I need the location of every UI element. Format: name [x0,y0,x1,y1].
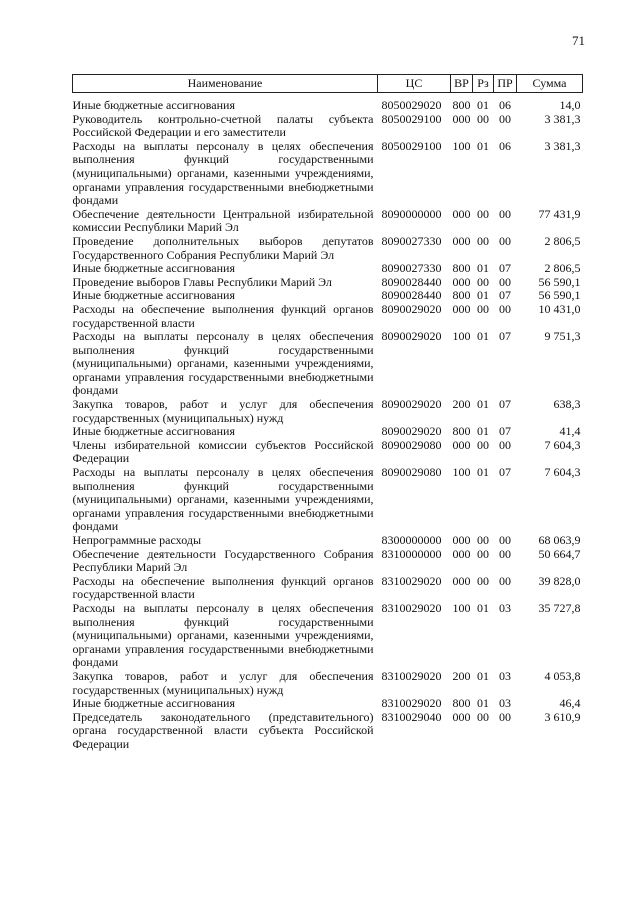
table-row [73,262,583,276]
row-cs-cell: 8310029020 [381,668,442,683]
row-pr-cell: 03 [499,696,511,711]
row-name-cell: Члены избирательной комиссии субъектов Российской Федерации [72,437,374,466]
row-name-cell: Иные бюджетные ассигнования [72,696,235,711]
row-pr-cell: 00 [499,533,511,547]
budget-table [72,74,583,752]
row-vr-cell: 100 [452,138,471,153]
row-pr-cell: 00 [499,546,511,561]
row-sum-cell: 14,0 [559,98,581,112]
table-row [73,276,583,290]
row-vr-cell: 100 [452,465,471,480]
row-vr-cell: 000 [452,301,471,316]
row-vr-cell: 800 [452,98,471,112]
row-sum-cell: 46,4 [559,696,581,711]
table-row [73,93,583,113]
row-sum-cell: 2 806,5 [544,261,581,276]
row-cs-cell: 8090029020 [381,424,442,439]
row-name-cell: Расходы на обеспечение выполнения функций органов государственной власти [72,573,374,602]
row-name-cell: Расходы на выплаты персоналу в целях обеспечения выполнения функций государственными (муниципальными) органами, казенными учреждениями, органами управления государственными внебюджетными фондами [72,465,374,534]
row-pr-cell: 07 [499,329,511,344]
table-row [73,235,583,262]
row-name-cell: Проведение дополнительных выборов депутатов Государственного Собрания Республики Марий Эл [72,233,374,262]
row-name-cell: Расходы на выплаты персоналу в целях обеспечения выполнения функций государственными (муниципальными) органами, казенными учреждениями, органами управления государственными внебюджетными фондами [72,138,374,208]
row-vr-cell: 000 [452,233,471,248]
row-cs-cell: 8090028440 [381,288,442,303]
table-header [73,75,583,93]
table-row [73,466,583,534]
row-cs-cell: 8050029100 [381,138,442,153]
table-row [73,534,583,548]
row-sum-cell: 4 053,8 [544,668,581,683]
row-vr-cell: 000 [452,111,471,126]
row-pr-cell: 00 [499,111,511,126]
row-pr-cell: 00 [499,233,511,248]
table-body [73,93,583,752]
row-sum-cell: 3 610,9 [544,709,581,724]
table-row [73,113,583,140]
table-row [73,575,583,602]
row-sum-cell: 50 664,7 [538,546,581,561]
row-vr-cell: 800 [452,261,471,276]
row-pr-cell: 00 [499,301,511,316]
row-pr-cell: 07 [499,465,511,480]
row-name-cell: Закупка товаров, работ и услуг для обеспечения государственных (муниципальных) нужд [72,397,374,425]
row-rz-cell: 01 [477,424,489,439]
row-rz-cell: 00 [477,533,489,547]
row-vr-cell: 100 [452,600,471,615]
row-sum-cell: 56 590,1 [538,274,581,289]
row-pr-cell: 07 [499,397,511,412]
row-rz-cell: 01 [477,600,489,615]
row-sum-cell: 3 381,3 [544,138,581,153]
row-vr-cell: 800 [452,424,471,439]
table-row [73,140,583,208]
row-vr-cell: 000 [452,546,471,561]
table-row [73,697,583,711]
row-cs-cell: 8310029020 [381,573,442,588]
row-pr-cell: 00 [499,573,511,588]
row-cs-cell: 8090029020 [381,329,442,344]
header-cs: ЦС [378,75,451,93]
row-vr-cell: 100 [452,329,471,344]
row-rz-cell: 00 [477,546,489,561]
row-cs-cell: 8310029040 [381,709,442,724]
row-sum-cell: 10 431,0 [538,301,581,316]
row-pr-cell: 03 [499,668,511,683]
row-pr-cell: 07 [499,424,511,439]
row-rz-cell: 01 [477,138,489,153]
row-cs-cell: 8090027330 [381,261,442,276]
row-rz-cell: 01 [477,261,489,276]
header-sum: Сумма [517,75,583,93]
row-cs-cell: 8090029020 [381,397,442,412]
row-vr-cell: 000 [452,533,471,547]
row-pr-cell: 00 [499,709,511,724]
table-row [73,711,583,752]
row-rz-cell: 00 [477,206,489,221]
row-cs-cell: 8090029020 [381,301,442,316]
row-cs-cell: 8050029100 [381,111,442,126]
row-name-cell: Иные бюджетные ассигнования [72,288,235,303]
row-rz-cell: 00 [477,437,489,452]
row-pr-cell: 03 [499,600,511,615]
row-cs-cell: 8090028440 [381,274,442,289]
row-pr-cell: 00 [499,274,511,289]
row-name-cell: Обеспечение деятельности Государственного Собрания Республики Марий Эл [72,546,374,575]
row-rz-cell: 00 [477,274,489,289]
header-name: Наименование [73,75,378,93]
row-vr-cell: 000 [452,573,471,588]
table-row [73,602,583,670]
table-row [73,398,583,425]
row-sum-cell: 56 590,1 [538,288,581,303]
table-row [73,303,583,330]
row-pr-cell: 06 [499,138,511,153]
row-sum-cell: 638,3 [553,397,581,412]
row-rz-cell: 01 [477,98,489,112]
row-rz-cell: 00 [477,301,489,316]
row-vr-cell: 000 [452,437,471,452]
row-sum-cell: 39 828,0 [538,573,581,588]
row-vr-cell: 000 [452,709,471,724]
header-rz: Рз [473,75,494,93]
row-rz-cell: 00 [477,709,489,724]
row-rz-cell: 01 [477,329,489,344]
row-sum-cell: 7 604,3 [544,465,581,480]
row-vr-cell: 000 [452,206,471,221]
row-sum-cell: 7 604,3 [544,437,581,452]
row-name-cell: Расходы на обеспечение выполнения функций органов государственной власти [72,301,374,330]
row-sum-cell: 9 751,3 [544,329,581,344]
row-sum-cell: 68 063,9 [538,533,581,547]
row-cs-cell: 8050029020 [381,98,442,112]
table-row [73,208,583,235]
row-rz-cell: 01 [477,465,489,480]
row-vr-cell: 200 [452,397,471,412]
row-cs-cell: 8090000000 [381,206,442,221]
header-pr: ПР [494,75,517,93]
row-name-cell: Проведение выборов Главы Республики Марий Эл [72,274,332,289]
row-vr-cell: 800 [452,696,471,711]
row-name-cell: Закупка товаров, работ и услуг для обеспечения государственных (муниципальных) нужд [72,668,374,697]
row-sum-cell: 77 431,9 [538,206,581,221]
table-row [73,439,583,466]
row-sum-cell: 35 727,8 [538,600,581,615]
row-cs-cell: 8090027330 [381,233,442,248]
row-rz-cell: 00 [477,233,489,248]
row-rz-cell: 01 [477,397,489,412]
row-name-cell: Иные бюджетные ассигнования [72,424,235,439]
row-rz-cell: 00 [477,111,489,126]
row-pr-cell: 00 [499,206,511,221]
table-row [73,289,583,303]
row-rz-cell: 00 [477,573,489,588]
row-name-cell: Расходы на выплаты персоналу в целях обеспечения выполнения функций государственными (муниципальными) органами, казенными учреждениями, органами управления государственными внебюджетными фондами [72,600,374,670]
page-number: 71 [572,33,585,48]
row-cs-cell: 8300000000 [381,533,442,547]
row-vr-cell: 800 [452,288,471,303]
row-cs-cell: 8090029080 [381,437,442,452]
row-name-cell: Расходы на выплаты персоналу в целях обеспечения выполнения функций государственными (муниципальными) органами, казенными учреждениями, органами управления государственными внебюджетными фондами [72,329,374,398]
row-pr-cell: 00 [499,437,511,452]
row-pr-cell: 07 [499,261,511,276]
row-pr-cell: 07 [499,288,511,303]
row-name-cell: Иные бюджетные ассигнования [72,261,235,276]
row-cs-cell: 8310029020 [381,696,442,711]
row-name-cell: Иные бюджетные ассигнования [72,98,235,112]
table-row [73,548,583,575]
table-row [73,330,583,398]
row-vr-cell: 200 [452,668,471,683]
row-sum-cell: 3 381,3 [544,111,581,126]
row-cs-cell: 8310029020 [381,600,442,615]
row-pr-cell: 06 [499,98,511,112]
row-vr-cell: 000 [452,274,471,289]
row-rz-cell: 01 [477,696,489,711]
row-rz-cell: 01 [477,668,489,683]
row-rz-cell: 01 [477,288,489,303]
row-cs-cell: 8310000000 [381,546,442,561]
row-sum-cell: 41,4 [559,424,581,439]
row-cs-cell: 8090029080 [381,465,442,480]
row-sum-cell: 2 806,5 [544,233,581,248]
row-name-cell: Председатель законодательного (представительного) органа государственной власти субъекта Российской Федерации [72,709,374,751]
row-name-cell: Руководитель контрольно-счетной палаты субъекта Российской Федерации и его заместители [72,111,374,140]
table-row [73,425,583,439]
row-name-cell: Непрограммные расходы [72,533,202,547]
row-name-cell: Обеспечение деятельности Центральной избирательной комиссии Республики Марий Эл [72,206,374,235]
header-vr: ВР [451,75,473,93]
table-row [73,670,583,697]
